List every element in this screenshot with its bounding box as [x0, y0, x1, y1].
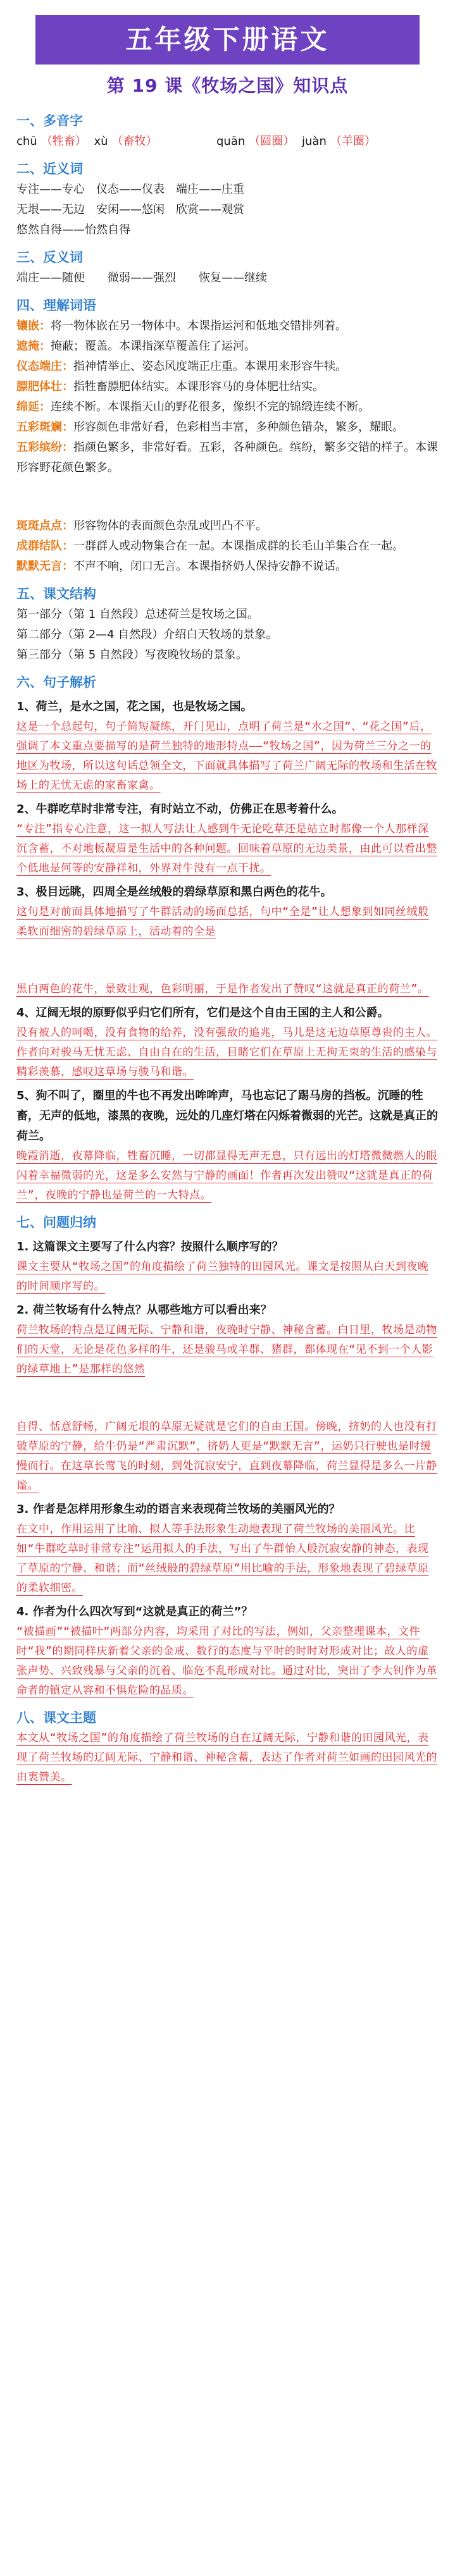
antonym-line: 端庄——随便 微弱——强烈 恢复——继续 — [16, 271, 267, 285]
section-heading: 七、问题归纳 — [16, 1215, 96, 1230]
section-heading: 二、近义词 — [16, 161, 83, 176]
vocab-definition: 一群群人或动物集合在一起。本课指成群的长毛山羊集合在一起。 — [73, 539, 404, 553]
section-sentence-analysis — [16, 672, 439, 1205]
vocab-item — [16, 536, 439, 557]
vocab-definition: 指牲畜膘肥体结实。本课形容马的身体肥壮结实。 — [73, 380, 324, 393]
analysis: 这是一个总起句，句子简短凝练，开门见山，点明了荷兰是“水之国”、“花之国”后，强调了本文重点要描写的是荷兰独特的地形特点——“牧场之国”，因为荷兰三分之一的地区为牧场，所以这句话总领全文，下面就具体描写了荷兰广阔无际的牧场和生活在牧场上的无忧无虑的家畜家禽。 — [16, 720, 437, 792]
vocab-item — [16, 336, 439, 357]
vocab-definition: 连续不断。本课指天山的野花很多，像织不完的锦缎连续不断。 — [51, 400, 370, 414]
section-antonyms — [16, 247, 439, 288]
vocab-item — [16, 357, 439, 377]
answer: 荷兰牧场的特点是辽阔无际、宁静和谐，夜晚时宁静、神秘含蓄。白日里，牧场是动物们的天堂，无论是花色多样的牛，还是骏马或羊群、猪群，都体现在“见不到一个人影的绿草地上”是那样的悠然 — [16, 1324, 437, 1376]
example-word: （牲畜） — [41, 135, 87, 148]
vocab-item — [16, 557, 439, 577]
answer: 在文中，作用运用了比喻、拟人等手法形象生动地表现了荷兰牧场的美丽风光。比如“牛群吃草时非常专注”运用拟人的手法，写出了牛群怡人般沉寂安静的神态，表现了草原的宁静、和谐；而“丝绒般的碧绿草原”用比喻的手法，形象地表现了碧绿草原的柔软细密。 — [16, 1523, 429, 1594]
section-heading: 三、反义词 — [16, 250, 83, 265]
vocab-term: 斑斑点点： — [16, 519, 73, 533]
section-questions — [16, 1212, 439, 1701]
section-vocabulary — [16, 295, 439, 577]
section-heading: 六、句子解析 — [16, 675, 96, 690]
section-heading: 四、理解词语 — [16, 298, 96, 313]
polyphonic-row — [16, 132, 439, 152]
vocab-term: 遮掩： — [16, 340, 51, 353]
synonym-line: 专注——专心 仪态——仪表 端庄——庄重 — [16, 183, 244, 196]
question: 2. 荷兰牧场有什么特点？从哪些地方可以看出来？ — [16, 1303, 272, 1317]
answer: “被描画”“被描叶”两部分内容，均采用了对比的写法，例如，父亲整理课本，文件时“我”的期同样庆新着父亲的金戒、数行的态度与平时的时时对形成对比；故人的虚张声势、兴致残暴与父亲的沉着、临危不乱形成对比。通过对比，突出了李大钊作为革命者的镇定从容和不惧危险的品质。 — [16, 1625, 437, 1697]
sentence: 2、牛群吃草时非常专注，有时站立不动，仿佛正在思考着什么。 — [16, 803, 344, 816]
section-heading: 一、多音字 — [16, 113, 83, 128]
sentence: 3、极目远眺，四周全是丝绒般的碧绿草原和黑白两色的花牛。 — [16, 885, 332, 899]
vocab-item — [16, 516, 439, 536]
section-heading: 八、课文主题 — [16, 1710, 96, 1725]
question: 1. 这篇课文主要写了什么内容？按照什么顺序写的？ — [16, 1240, 284, 1254]
section-synonyms — [16, 158, 439, 240]
vocab-term: 绵延： — [16, 400, 51, 414]
sentence: 4、辽阔无垠的原野似乎归它们所有，它们是这个自由王国的主人和公爵。 — [16, 1006, 389, 1020]
synonym-line: 无垠——无边 安闲——悠闲 欣赏——观赏 — [16, 203, 244, 216]
pinyin: chū — [16, 135, 37, 148]
analysis: 没有被人的呵喝，没有食物的给养，没有强敌的追兆，马儿是这无边草原尊贵的主人。作者向对骏马无忧无虑、自由自在的生活，目睹它们在草原上无拘无束的生活的感染与精彩羡慕，感叹这草场与骏马和谐。 — [16, 1026, 437, 1078]
structure-line: 第三部分（第 5 自然段）写夜晚牧场的景象。 — [16, 648, 247, 662]
synonym-line: 悠然自得——怡然自得 — [16, 223, 130, 237]
vocab-definition: 指颜色繁多，非常好看。五彩，各种颜色。缤纷，繁多交错的样子。本课形容野花颜色繁多。 — [16, 441, 438, 474]
vocab-item — [16, 397, 439, 417]
vocab-item — [16, 316, 439, 336]
example-word: （羊圈） — [330, 135, 376, 148]
vocab-definition: 掩蔽；覆盖。本课指深草覆盖住了运河。 — [51, 340, 256, 353]
lesson-subtitle: 第 19 课《牧场之国》知识点 — [106, 75, 349, 96]
vocab-term: 五彩斑斓： — [16, 421, 73, 434]
answer: 课文主要从“牧场之国”的角度描绘了荷兰独特的田园风光。课文是按照从白天到夜晚的时间顺序写的。 — [16, 1260, 429, 1293]
vocab-definition: 不声不响，闭口无言。本课指挤奶人保持安静不说话。 — [73, 560, 347, 573]
structure-line: 第二部分（第 2—4 自然段）介绍白天牧场的景象。 — [16, 628, 278, 641]
pinyin: juàn — [302, 135, 327, 148]
section-polyphonic — [16, 110, 439, 152]
question: 4. 作者为什么四次写到“这就是真正的荷兰”？ — [16, 1605, 253, 1618]
vocab-term: 镶嵌： — [16, 319, 51, 333]
pinyin: xù — [94, 135, 108, 148]
analysis: 晚霞消逝，夜幕降临，牲畜沉睡，一切都显得无声无息，只有远出的灯塔微微燃人的眼闪着幸福微弱的光，这是多么安然与宁静的画面！作者再次发出赞叹“这就是真正的荷兰”，夜晚的宁静也是荷兰的一大特点。 — [16, 1150, 437, 1202]
vocab-item — [16, 438, 439, 478]
vocab-definition: 形容颜色非常好看，色彩相当丰富，多种颜色错杂，繁多，耀眼。 — [73, 421, 404, 434]
answer: 自得、恬意舒畅，广阔无垠的草原无疑就是它们的自由王国。傍晚，挤奶的人也没有打破草原的宁静，给牛仍是“严肃沉默”，挤奶人更是“默默无言”，运奶只行驶也是时缓慢而行。在这草长莺飞的时刻，到处沉寂安宁，直到夜幕降临，荷兰显得是多么一片静谧。 — [16, 1420, 437, 1492]
section-heading: 五、课文结构 — [16, 586, 96, 601]
vocab-term: 仪态端庄： — [16, 360, 73, 373]
vocab-definition: 将一物体嵌在另一物体中。本课指运河和低地交错排列着。 — [51, 319, 347, 333]
pinyin: quān — [216, 135, 246, 148]
vocab-item — [16, 377, 439, 397]
analysis: “专注”指专心注意，这一拟人写法让人感到牛无论吃草还是站立时都像一个人那样深沉含蓄，不对地板凝眉是生活中的各种问题。回味着草原的无边美景，由此可以看出整个低地是何等的安静祥和，外界对牛没有一点干扰。 — [16, 823, 437, 875]
vocab-term: 默默无言： — [16, 560, 73, 573]
question: 3. 作者是怎样用形象生动的语言来表现荷兰牧场的美丽风光的？ — [16, 1503, 340, 1516]
section-theme — [16, 1707, 439, 1787]
vocab-definition: 指神情举止、姿态风度端正庄重。本课用来形容牛犊。 — [73, 360, 347, 373]
theme-text: 本文从“牧场之国”的角度描绘了荷兰牧场的自在辽阔无际，宁静和谐的田园风光，表现了荷兰牧场的辽阔无际、宁静和谐、神秘含蓄，表达了作者对荷兰如画的田园风光的由衷赞美。 — [16, 1732, 437, 1784]
vocab-term: 五彩缤纷： — [16, 441, 73, 454]
section-structure — [16, 583, 439, 665]
example-word: （圆圈） — [249, 135, 295, 148]
vocab-term: 成群结队： — [16, 539, 73, 553]
vocab-term: 膘肥体壮： — [16, 380, 73, 393]
analysis: 这句是对前面具体地描写了牛群活动的场面总括，句中“全是”让人想象到如同丝绒般柔软而细密的碧绿草原上，活动着的全是 — [16, 906, 429, 938]
structure-line: 第一部分（第 1 自然段）总述荷兰是牧场之国。 — [16, 608, 259, 621]
example-word: （畜牧） — [111, 135, 158, 148]
vocab-definition: 形容物体的表面颜色杂乱或凹凸不平。 — [73, 519, 267, 533]
analysis: 黑白两色的花牛，景致壮观，色彩明丽，于是作者发出了赞叹“这就是真正的荷兰”。 — [16, 983, 429, 995]
vocab-item — [16, 417, 439, 438]
page-title: 五年级下册语文 — [35, 15, 420, 65]
sentence: 1、荷兰，是水之国，花之国，也是牧场之国。 — [16, 700, 252, 713]
sentence: 5、狗不叫了，圈里的牛也不再发出哞哞声，马也忘记了踢马房的挡板。沉睡的牲畜，无声的低地，漆黑的夜晚，远处的几座灯塔在闪烁着微弱的光芒。这就是真正的荷兰。 — [16, 1089, 438, 1143]
